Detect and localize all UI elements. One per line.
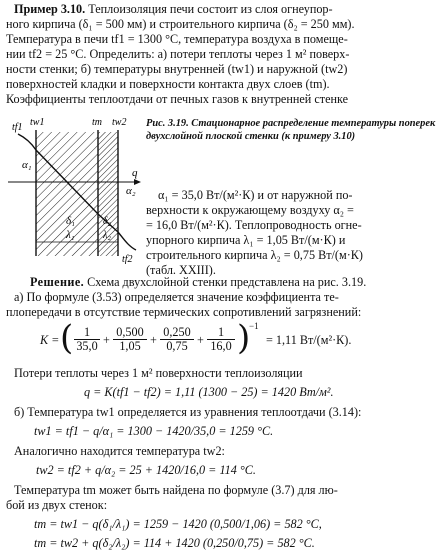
equation-line: tw2 = tf2 + q/α₂ = 25 + 1420/16,0 = 114 °С. (36, 463, 256, 477)
label-tf1: tf1 (12, 122, 23, 133)
label-delta1: δ₁ (66, 215, 75, 227)
label-tw1: tw1 (30, 117, 45, 128)
text-span: Теплоизоляция печи состоит из слоя огнеупор- (85, 2, 333, 16)
text-line: а) По формуле (3.53) определяется значение коэффициента те- (14, 290, 339, 304)
text-line: упорного кирпича λ₁ = 1,05 Вт/(м·К) и (146, 233, 346, 247)
text-span: Схема двухслойной стенки представлена на рис. 3.19. (84, 275, 367, 289)
left-paren-icon: ( (60, 318, 74, 358)
denominator: 35,0 (76, 339, 98, 353)
text-line: б) Температура tw1 определяется из уравнения теплоотдачи (3.14): (14, 405, 362, 419)
equation-line: tm = tw2 + q(δ₂/λ₂) = 114 + 1420 (0,250/0,75) = 582 °С. (34, 536, 315, 550)
text-line: нии tf2 = 25 °С. Определить: а) потери теплоты через 1 м² поверх- (6, 47, 350, 61)
label-lambda1: λ₁ (66, 229, 75, 241)
fraction-2 (113, 326, 147, 353)
wall-diagram (8, 116, 142, 264)
fraction-1 (74, 326, 100, 353)
label-tm: tm (92, 117, 102, 128)
formula-k (40, 318, 440, 359)
numerator: 0,500 (113, 326, 147, 340)
numerator: 1 (207, 326, 235, 340)
example-heading: Пример 3.10. (14, 2, 86, 16)
label-tw2: tw2 (112, 117, 127, 128)
text-line: бой из двух стенок: (6, 498, 108, 512)
formula-lhs: K = (40, 333, 60, 347)
numerator: 0,250 (160, 326, 194, 340)
text-line: ного кирпича (δ₁ = 500 мм) и строительного кирпича (δ₂ = 250 мм). (6, 17, 355, 31)
plus-sign: + (197, 333, 204, 347)
text-line: Аналогично находится температура tw2: (14, 444, 225, 458)
text-line: Температура tm может быть найдена по формуле (3.7) для лю- (14, 483, 338, 497)
equation-line: tm = tw1 − q(δ₁/λ₁) = 1259 − 1420 (0,500/1,06) = 582 °С, (34, 517, 322, 531)
numerator: 1 (74, 326, 100, 340)
equation-line: q = K(tf1 − tf2) = 1,11 (1300 − 25) = 1420 Вт/м². (84, 385, 334, 399)
text-line: Коэффициенты теплоотдачи от печных газов к внутренней стенке (6, 92, 349, 106)
text-line: ности стенки; б) температуры внутренней (tw1) и наружной (tw2) (6, 62, 348, 76)
label-alpha2: α₂ (126, 185, 136, 197)
plus-sign: + (103, 333, 110, 347)
fraction-4 (207, 326, 235, 353)
text-line: Потери теплоты через 1 м² поверхности теплоизоляции (14, 366, 303, 380)
equation-line: tw1 = tf1 − q/α₁ = 1300 − 1420/35,0 = 1259 °С. (34, 424, 274, 438)
text-line (30, 275, 366, 290)
fraction-3 (160, 326, 194, 353)
solution-label: Решение. (30, 275, 85, 289)
label-delta2: δ₂ (103, 216, 112, 227)
figure-two-layer-wall (8, 116, 142, 264)
right-paren-icon: ) (237, 318, 251, 358)
label-alpha1: α₁ (22, 159, 32, 171)
text-line: α₁ = 35,0 Вт/(м²·К) и от наружной по- (158, 188, 353, 202)
text-line: строительного кирпича λ₂ = 0,75 Вт/(м·К) (146, 248, 363, 262)
denominator: 16,0 (210, 339, 232, 353)
text-line: = 16,0 Вт/(м²·К). Теплопроводность огне- (146, 218, 362, 232)
text-line: Температура в печи tf1 = 1300 °С, температура воздуха в помеще- (6, 32, 348, 46)
text-line: поверхностей кладки и поверхности контакта двух слоев (tm). (6, 77, 330, 91)
text-line: (табл. XXIII). (146, 263, 216, 277)
formula-result: = 1,11 Вт/(м²·К). (266, 333, 352, 347)
text-line: верхности к окружающему воздуху α₂ = (146, 203, 354, 217)
text-line (14, 2, 333, 17)
figure-caption: Рис. 3.19. Стационарное распределение температуры поперек двухслойной плоской стенки (к примеру 3.10) (146, 118, 436, 142)
label-q: q (132, 167, 138, 179)
text-line: плопередачи в отсутствие термических сопротивлений загрязнений: (6, 305, 362, 319)
denominator: 0,75 (166, 339, 188, 353)
exponent: −1 (249, 321, 259, 331)
label-lambda2: λ₂ (103, 230, 111, 241)
plus-sign: + (150, 333, 157, 347)
denominator: 1,05 (119, 339, 141, 353)
label-tf2: tf2 (122, 254, 133, 264)
